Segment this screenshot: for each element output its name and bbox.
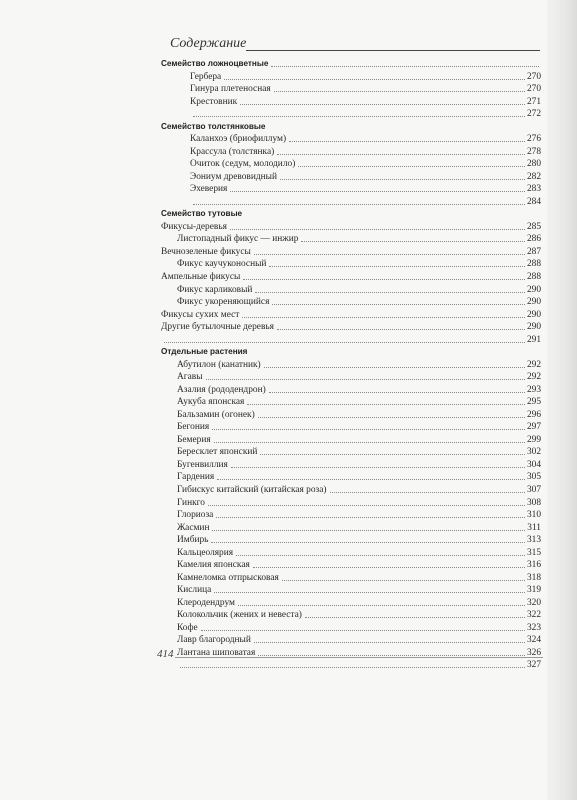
toc-entry (161, 221, 541, 233)
toc-leader-dots (211, 541, 524, 543)
toc-leader-dots (236, 554, 525, 556)
toc-leader-dots (224, 78, 525, 80)
toc-entry (177, 233, 541, 245)
toc-entry-page: 308 (526, 497, 541, 508)
toc-entry (177, 559, 541, 571)
toc-entry-title: Лантана шиповатая (177, 647, 256, 658)
toc-entry (177, 296, 541, 308)
toc-entry-title: Аукуба японская (177, 397, 245, 408)
toc-entry-title: Бегония (177, 422, 210, 433)
toc-leader-dots (164, 341, 525, 343)
toc-entry (177, 484, 541, 496)
toc-leader-dots (269, 265, 525, 267)
toc-entry (177, 609, 541, 621)
toc-entry-page: 305 (526, 472, 541, 483)
toc-leader-dots (258, 654, 525, 656)
toc-entry (177, 522, 541, 534)
toc-leader-dots (208, 504, 525, 506)
toc-entry (190, 96, 541, 108)
toc-entry (177, 371, 541, 383)
toc-entry (177, 659, 541, 671)
toc-leader-dots (301, 240, 524, 242)
toc-entry (177, 459, 541, 471)
toc-leader-dots (206, 378, 525, 380)
toc-leader-dots (269, 391, 525, 393)
toc-entry-title: Глориоза (177, 510, 214, 521)
toc-leader-dots (274, 90, 525, 92)
toc-entry-page: 270 (526, 84, 541, 95)
toc-entry-title: Гинура плетеносная (190, 84, 271, 95)
toc-entry-page: 290 (526, 297, 541, 308)
toc-entry-title: Ампельные фикусы (161, 272, 241, 282)
toc-entry (177, 384, 541, 396)
toc-entry (177, 634, 541, 646)
toc-entry-title: Лавр благородный (177, 635, 251, 646)
toc-entry-title: Семейство ложноцветные (161, 59, 269, 68)
toc-entry-page: 276 (526, 134, 541, 145)
toc-leader-dots (230, 190, 525, 192)
toc-leader-dots (216, 516, 525, 518)
toc-entry (177, 446, 541, 458)
footer-rule (175, 657, 543, 658)
toc-entry-title: Колокольчик (жених и невеста) (177, 610, 302, 621)
toc-entry-page: 292 (526, 372, 541, 383)
toc-entry (161, 271, 541, 283)
toc-leader-dots (230, 228, 525, 230)
toc-entry-title: Фикус каучуконосный (177, 259, 267, 270)
toc-entry-title: Кислица (177, 585, 212, 596)
toc-entry (177, 547, 541, 559)
toc-entry (177, 284, 541, 296)
toc-entry-page: 326 (526, 647, 541, 658)
toc-entry-page: 311 (527, 522, 541, 533)
toc-entry-page: 316 (526, 560, 541, 571)
toc-leader-dots (243, 278, 525, 280)
page-number: 414 (157, 648, 174, 660)
toc-entry-title: Семейство толстянковые (161, 121, 266, 131)
toc-entry-title: Бальзамин (огонек) (177, 409, 255, 420)
toc-entry (177, 534, 541, 546)
toc-entry-page: 318 (526, 572, 541, 583)
toc-leader-dots (282, 579, 525, 581)
toc-entry-title: Отдельные растения (161, 347, 248, 357)
toc-entry (190, 83, 541, 95)
toc-leader-dots (280, 178, 525, 180)
toc-entry-page: 315 (526, 547, 541, 558)
toc-entry-page: 270 (526, 71, 541, 82)
toc-leader-dots (260, 453, 525, 455)
toc-entry (190, 158, 541, 170)
toc-leader-dots (217, 478, 525, 480)
toc-entry (177, 622, 541, 634)
toc-entry (190, 133, 541, 145)
toc-entry-page: 304 (526, 459, 541, 470)
toc-leader-dots (240, 103, 525, 105)
toc-section-heading (161, 346, 541, 358)
toc-entry-title: Бугенвиллия (177, 459, 228, 470)
toc-entry (161, 246, 541, 258)
toc-entry-page: 293 (526, 384, 541, 395)
page-title: Содержание (170, 36, 247, 51)
toc-entry-page: 288 (526, 272, 541, 282)
toc-leader-dots (264, 366, 525, 368)
toc-entry-page: 296 (526, 409, 541, 420)
toc-entry-page: 292 (526, 359, 541, 370)
toc-entry-title: Камелия японская (177, 560, 250, 571)
toc-entry (177, 409, 541, 421)
toc-entry-page: 283 (526, 184, 541, 195)
toc-leader-dots (277, 153, 525, 155)
toc-entry-title: Агавы (177, 372, 203, 383)
toc-entry (177, 509, 541, 521)
toc-entry-title: Листопадный фикус — инжир (177, 234, 299, 245)
toc-entry-page: 272 (526, 109, 541, 120)
toc-leader-dots (242, 316, 525, 318)
toc-entry-title: Кофе (177, 622, 198, 633)
toc-entry-page: 307 (526, 485, 541, 496)
toc-entry-page: 287 (526, 246, 541, 257)
toc-entry (177, 584, 541, 596)
toc-entry-page: 284 (526, 196, 541, 207)
toc-leader-dots (254, 641, 525, 643)
toc-leader-dots (253, 566, 525, 568)
toc-entry-title: Фикус карликовый (177, 284, 253, 295)
toc-entry-page: 291 (526, 334, 541, 345)
toc-entry-page: 295 (526, 397, 541, 408)
toc-leader-dots (180, 666, 525, 668)
toc-entry-page: 320 (526, 597, 541, 608)
toc-entry (177, 359, 541, 371)
toc-entry-page: 297 (526, 422, 541, 433)
toc-entry (177, 597, 541, 609)
toc-leader-dots (247, 403, 525, 405)
toc-entry-title: Клеродендрум (177, 597, 235, 608)
toc-entry-page: 271 (526, 96, 541, 107)
toc-entry-title: Жасмин (177, 522, 210, 533)
toc-leader-dots (272, 303, 525, 305)
toc-entry-page: 288 (526, 259, 541, 270)
toc-entry (190, 108, 541, 120)
toc-leader-dots (201, 629, 525, 631)
toc-entry-title: Бемерия (177, 434, 211, 445)
toc-leader-dots (258, 416, 525, 418)
toc-entry-title: Другие бутылочные деревья (161, 322, 274, 333)
toc-entry (190, 171, 541, 183)
toc-entry-page: 327 (526, 660, 541, 671)
toc-leader-dots (277, 328, 525, 330)
toc-entry-title: Фикус укореняющийся (177, 297, 270, 308)
toc-entry-page: 290 (526, 322, 541, 333)
toc-entry-title: Кальцеолярия (177, 547, 234, 558)
toc-entry-page: 286 (526, 234, 541, 245)
toc-entry-title: Эониум древовидный (190, 171, 277, 182)
toc-section-heading (161, 121, 541, 133)
toc-entry (177, 497, 541, 509)
toc-entry-title: Гинкго (177, 497, 205, 508)
toc-entry-title: Абутилон (канатник) (177, 359, 261, 370)
toc-entry-page: 302 (526, 447, 541, 458)
toc-leader-dots (289, 140, 525, 142)
toc-leader-dots (238, 604, 525, 606)
toc-entry-title: Гербера (190, 71, 222, 82)
toc-leader-dots (214, 441, 525, 443)
toc-leader-dots (231, 466, 525, 468)
toc-entry-page: 290 (526, 284, 541, 295)
toc-leader-dots (193, 115, 525, 117)
toc-entry-title: Эхеверия (190, 184, 228, 195)
toc-leader-dots (330, 491, 525, 493)
toc-entry-title: Фикусы-деревья (161, 221, 227, 232)
toc-entry (177, 572, 541, 584)
toc-entry-title: Азалия (рододендрон) (177, 384, 266, 395)
toc-leader-dots (255, 291, 525, 293)
toc-entry-title: Камнеломка отпрысковая (177, 572, 279, 583)
toc-section-heading (161, 58, 541, 70)
toc-entry (177, 471, 541, 483)
toc-entry (190, 183, 541, 195)
toc-entry-page: 322 (526, 610, 541, 621)
toc-entry-page: 290 (526, 309, 541, 320)
toc-entry-title: Фикусы сухих мест (161, 309, 240, 320)
toc-entry-page: 324 (526, 635, 541, 646)
toc-leader-dots (271, 65, 539, 67)
toc-leader-dots (214, 591, 525, 593)
toc-entry-page: 310 (526, 510, 541, 521)
toc-entry-title: Гардения (177, 472, 215, 483)
toc-leader-dots (212, 428, 525, 430)
toc-entry-page: 278 (526, 146, 541, 157)
toc-entry-title: Очиток (седум, молодило) (190, 159, 296, 170)
toc-section-heading (161, 208, 541, 220)
toc-leader-dots (193, 203, 525, 205)
toc-entry-page: 313 (526, 535, 541, 546)
toc-entry-title: Крассула (толстянка) (190, 146, 275, 157)
toc-entry (177, 421, 541, 433)
toc-entry-page: 299 (526, 434, 541, 445)
toc-leader-dots (298, 165, 525, 167)
toc-entry-page: 280 (526, 159, 541, 170)
toc-entry-title: Гибискус китайский (китайская роза) (177, 485, 327, 496)
toc-entry (190, 146, 541, 158)
toc-entry (190, 71, 541, 83)
toc-entry (190, 196, 541, 208)
toc-entry-page: 319 (526, 585, 541, 596)
toc-leader-dots (212, 529, 525, 531)
toc-leader-dots (305, 616, 525, 618)
toc-entry (161, 321, 541, 333)
toc-entry (177, 434, 541, 446)
toc-entry-title: Вечнозеленые фикусы (161, 246, 251, 257)
toc-entry (177, 396, 541, 408)
toc-entry-title: Каланхоэ (бриофиллум) (190, 134, 287, 145)
toc-leader-dots (254, 253, 525, 255)
toc-entry-title: Семейство тутовые (161, 209, 243, 219)
toc-entry (177, 258, 541, 270)
toc-entry (161, 334, 541, 346)
toc-entry-page: 323 (526, 622, 541, 633)
toc-entry-title: Крестовник (190, 96, 238, 107)
toc-entry-page: 282 (526, 171, 541, 182)
toc-entry (161, 309, 541, 321)
toc-entry-title: Имбирь (177, 535, 209, 546)
toc-entry-page: 285 (526, 221, 541, 232)
toc-entry-title: Бересклет японский (177, 447, 258, 458)
